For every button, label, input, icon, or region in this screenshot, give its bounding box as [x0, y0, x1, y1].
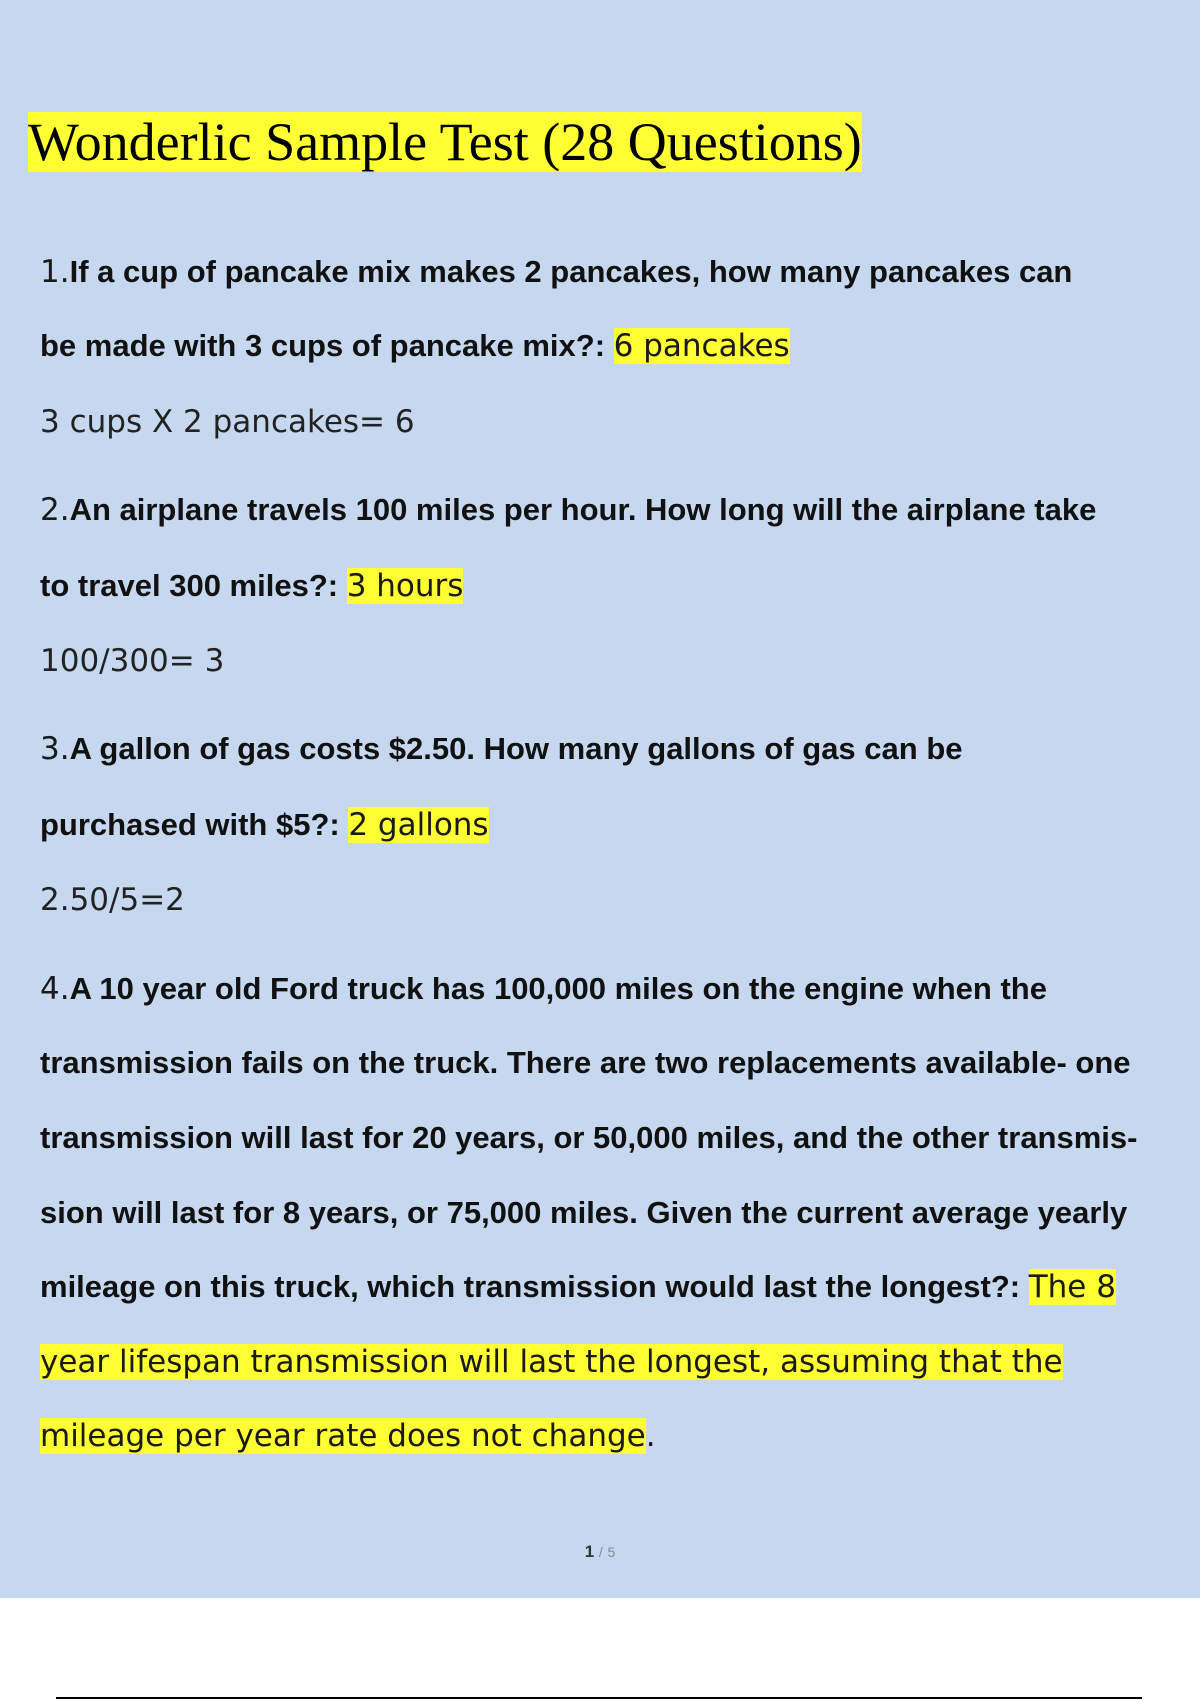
question-1-text-2: be made with 3 cups of pancake mix?: [40, 328, 614, 363]
question-3-text-2: purchased with $5?: [40, 807, 349, 842]
question-1-work: 3 cups X 2 pancakes= 6 [40, 404, 415, 440]
question-2-line-2 [40, 566, 463, 606]
question-2-line-1 [40, 490, 1096, 530]
question-1-answer: 6 pancakes [613, 328, 790, 364]
title-highlight: Wonderlic Sample Test (28 Questions) [28, 112, 862, 172]
question-3-work: 2.50/5=2 [40, 882, 185, 918]
question-1-line-1 [40, 252, 1072, 292]
question-3-line-2 [40, 805, 489, 845]
question-3-answer: 2 gallons [348, 807, 489, 843]
question-2-answer: 3 hours [346, 568, 464, 604]
question-4-line-1 [40, 969, 1047, 1009]
question-4-line-3 [40, 1118, 1137, 1158]
question-4-answer-2: year lifespan transmission will last the longest, assuming that the [40, 1344, 1063, 1380]
question-2-text-2: to travel 300 miles?: [40, 568, 347, 603]
question-4-text-2: transmission fails on the truck. There are two replacements available- one [40, 1045, 1131, 1080]
question-2-text-1: An airplane travels 100 miles per hour. How long will the airplane take [69, 492, 1097, 527]
question-3-text-1: A gallon of gas costs $2.50. How many gallons of gas can be [69, 731, 963, 766]
page-current: 1 [584, 1542, 595, 1561]
question-2-number: 2. [40, 492, 70, 528]
question-4-line-2 [40, 1043, 1131, 1083]
question-4-text-4: sion will last for 8 years, or 75,000 miles. Given the current average yearly [40, 1195, 1128, 1230]
question-4-answer-3: mileage per year rate does not change [40, 1418, 646, 1454]
question-4-answer-1: The 8 [1028, 1269, 1116, 1305]
question-3-line-1 [40, 729, 963, 769]
question-4-text-1: A 10 year old Ford truck has 100,000 miles on the engine when the [69, 971, 1047, 1006]
question-4-line-5 [40, 1267, 1116, 1307]
question-4-number: 4. [40, 971, 70, 1007]
question-4-line-4 [40, 1193, 1127, 1233]
question-4-text-5: mileage on this truck, which transmission would last the longest?: [40, 1269, 1029, 1304]
next-page-rule [56, 1697, 1142, 1699]
question-3-number: 3. [40, 731, 70, 767]
question-4-line-7 [40, 1416, 656, 1456]
page-indicator [0, 1542, 1200, 1562]
question-4-answer-end: . [645, 1418, 656, 1454]
question-2-work: 100/300= 3 [40, 643, 225, 679]
question-4-text-3: transmission will last for 20 years, or 50,000 miles, and the other transmis- [40, 1120, 1138, 1155]
question-1-number: 1. [40, 254, 70, 290]
page-separator: / [598, 1544, 603, 1560]
question-1-text-1: If a cup of pancake mix makes 2 pancakes, how many pancakes can [69, 254, 1073, 289]
question-4-line-6 [40, 1342, 1063, 1382]
page-title [28, 108, 862, 176]
question-1-line-2 [40, 326, 790, 366]
page-total: 5 [607, 1544, 616, 1560]
